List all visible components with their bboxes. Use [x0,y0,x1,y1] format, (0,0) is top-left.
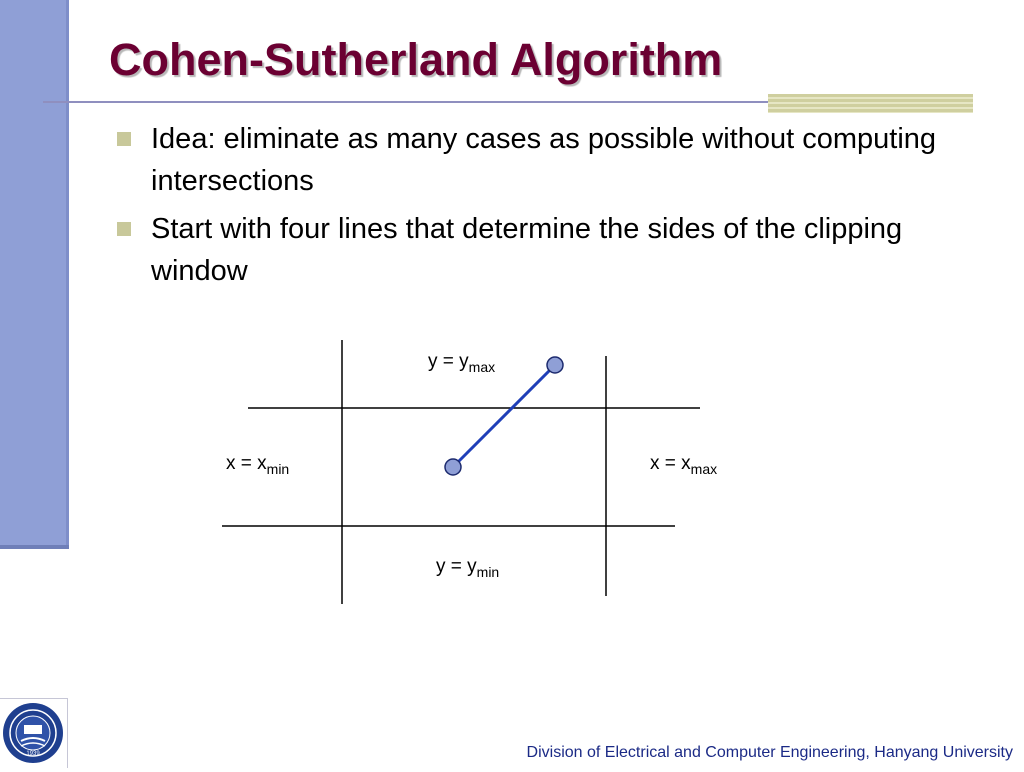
university-seal-icon [0,699,66,767]
label-y-min: $y = y_{min}$ [436,556,500,580]
label-y-max: $y = y_{max}$ [428,351,496,375]
segment-endpoint-outside [547,357,563,373]
segment-endpoint-inside [445,459,461,475]
footer-affiliation: Division of Electrical and Computer Engineering, Hanyang University [526,744,1013,761]
label-x-min: $x = x_{min}$ [226,453,290,477]
label-x-max: $x = x_{max}$ [650,453,718,477]
line-segment [453,365,555,467]
bullet-text: Idea: eliminate as many cases as possible without computing intersections [151,123,937,197]
svg-text:1939: 1939 [26,751,40,757]
university-logo [0,698,68,768]
bullet-text: Start with four lines that determine the sides of the clipping window [151,213,903,287]
slide-title: Cohen-Sutherland Algorithm [109,34,723,85]
